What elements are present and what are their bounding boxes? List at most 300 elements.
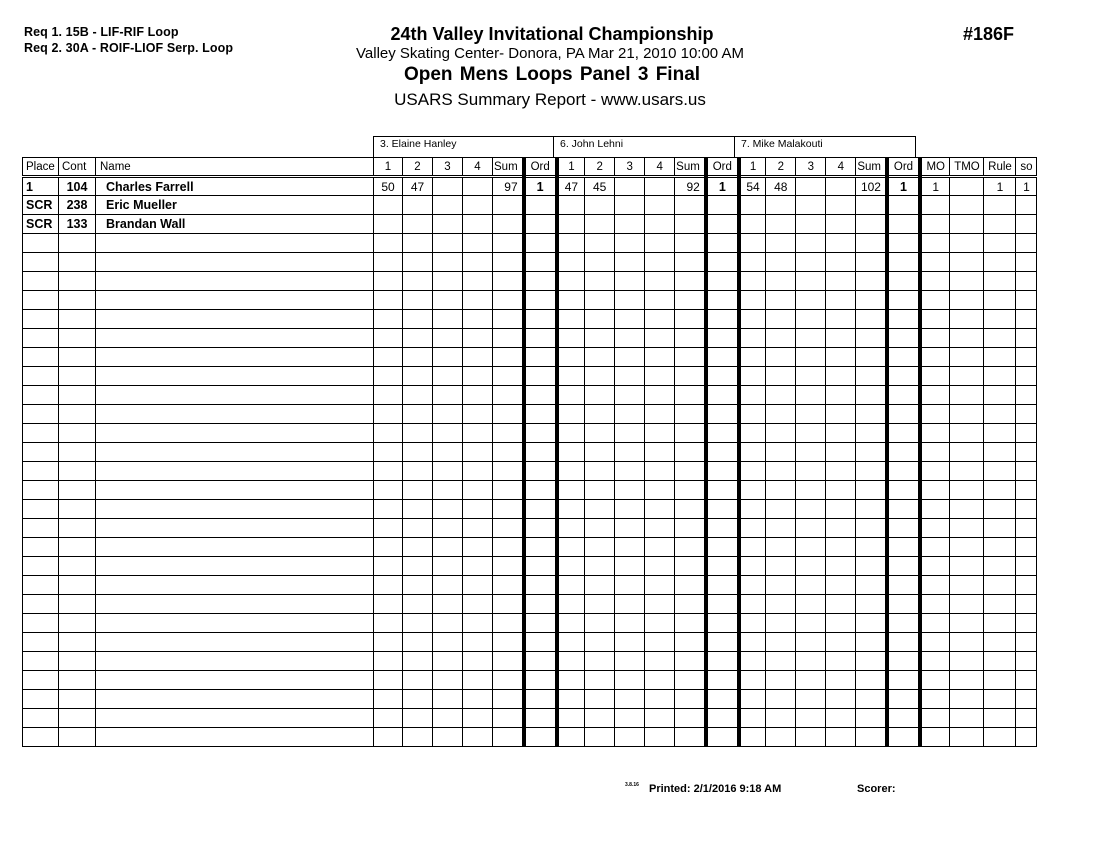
judge2-score-1-cell bbox=[557, 386, 585, 405]
judge2-score-3-cell bbox=[615, 386, 645, 405]
judge3-score-1-cell bbox=[739, 291, 766, 310]
judge2-score-4-cell bbox=[645, 424, 675, 443]
judge2-score-3-cell bbox=[615, 462, 645, 481]
judge2-score-1-cell bbox=[557, 272, 585, 291]
judge3-score-4-cell bbox=[826, 196, 856, 215]
judge2-score-1-cell bbox=[557, 253, 585, 272]
judge3-score-2-cell bbox=[766, 728, 796, 747]
judge1-score-2-cell bbox=[403, 215, 433, 234]
judge2-ord-cell bbox=[706, 481, 739, 500]
judge3-score-1-cell bbox=[739, 443, 766, 462]
so-cell bbox=[1016, 538, 1037, 557]
so-cell bbox=[1016, 500, 1037, 519]
judge3-sum-cell bbox=[856, 196, 887, 215]
mo-cell bbox=[920, 348, 950, 367]
judge3-sum-cell bbox=[856, 595, 887, 614]
judge3-score-3-cell bbox=[796, 557, 826, 576]
judge3-sum-cell bbox=[856, 348, 887, 367]
judge3-score-1-cell bbox=[739, 500, 766, 519]
judge1-ord-cell bbox=[524, 538, 557, 557]
judge3-score-4-cell bbox=[826, 576, 856, 595]
judge2-score-4-cell bbox=[645, 367, 675, 386]
judge2-ord-cell bbox=[706, 405, 739, 424]
judge3-sum-cell bbox=[856, 386, 887, 405]
judge3-sum-cell bbox=[856, 519, 887, 538]
tmo-cell bbox=[950, 709, 984, 728]
so-cell bbox=[1016, 424, 1037, 443]
judge2-sum-cell bbox=[675, 367, 706, 386]
judge2-score-4-cell bbox=[645, 405, 675, 424]
rule-cell bbox=[984, 519, 1016, 538]
judge1-sum-cell bbox=[493, 595, 524, 614]
judge1-score-2-cell bbox=[403, 671, 433, 690]
judge1-score-3-cell bbox=[433, 557, 463, 576]
tmo-cell bbox=[950, 291, 984, 310]
judge1-score-1-cell bbox=[374, 196, 403, 215]
rule-cell bbox=[984, 633, 1016, 652]
table-row bbox=[23, 424, 1037, 443]
judge1-score-4-cell bbox=[463, 310, 493, 329]
judge3-score-2-cell bbox=[766, 291, 796, 310]
judge3-score-3-cell bbox=[796, 272, 826, 291]
judge2-score-1-cell bbox=[557, 424, 585, 443]
judge3-score-1-cell bbox=[739, 405, 766, 424]
judge3-score-1-cell bbox=[739, 272, 766, 291]
col-header-place: Place bbox=[23, 158, 59, 177]
rule-cell bbox=[984, 310, 1016, 329]
judge1-score-1-cell bbox=[374, 481, 403, 500]
judge1-score-1-cell bbox=[374, 595, 403, 614]
judge1-sum-cell bbox=[493, 367, 524, 386]
so-cell bbox=[1016, 671, 1037, 690]
judge2-score-1-cell bbox=[557, 348, 585, 367]
tmo-cell bbox=[950, 348, 984, 367]
col-header-j3-1: 1 bbox=[739, 158, 766, 177]
judge2-score-3-cell bbox=[615, 538, 645, 557]
judge1-score-4-cell bbox=[463, 196, 493, 215]
judge1-score-4-cell bbox=[463, 690, 493, 709]
mo-cell bbox=[920, 576, 950, 595]
tmo-cell bbox=[950, 196, 984, 215]
judge2-sum-cell bbox=[675, 728, 706, 747]
tmo-cell bbox=[950, 500, 984, 519]
judge3-ord-cell bbox=[887, 462, 920, 481]
judge1-score-4-cell bbox=[463, 595, 493, 614]
judge2-score-3-cell bbox=[615, 557, 645, 576]
judge2-score-2-cell bbox=[585, 633, 615, 652]
judge1-score-2-cell bbox=[403, 253, 433, 272]
judge2-ord-cell bbox=[706, 652, 739, 671]
name-cell bbox=[96, 633, 374, 652]
name-cell bbox=[96, 367, 374, 386]
judge1-score-2-cell bbox=[403, 367, 433, 386]
rule-cell bbox=[984, 557, 1016, 576]
judge2-score-1-cell bbox=[557, 652, 585, 671]
tmo-cell bbox=[950, 576, 984, 595]
judge2-ord-cell bbox=[706, 215, 739, 234]
rule-cell bbox=[984, 234, 1016, 253]
judge3-ord-cell bbox=[887, 348, 920, 367]
judge1-score-4-cell bbox=[463, 652, 493, 671]
place-cell bbox=[23, 386, 59, 405]
judge3-score-2-cell bbox=[766, 709, 796, 728]
judge1-ord-cell bbox=[524, 234, 557, 253]
rule-cell bbox=[984, 538, 1016, 557]
judge2-score-1-cell bbox=[557, 576, 585, 595]
judge3-score-4-cell bbox=[826, 557, 856, 576]
judge1-ord-cell bbox=[524, 652, 557, 671]
judge3-score-1-cell bbox=[739, 215, 766, 234]
rule-cell bbox=[984, 595, 1016, 614]
judge1-ord-cell bbox=[524, 291, 557, 310]
judge2-sum-cell bbox=[675, 310, 706, 329]
col-header-j3-3: 3 bbox=[796, 158, 826, 177]
judge1-score-3-cell bbox=[433, 234, 463, 253]
place-cell bbox=[23, 690, 59, 709]
mo-cell bbox=[920, 709, 950, 728]
judge2-score-3-cell bbox=[615, 329, 645, 348]
place-cell bbox=[23, 709, 59, 728]
mo-cell bbox=[920, 386, 950, 405]
judge2-score-3-cell bbox=[615, 500, 645, 519]
judge2-ord-cell bbox=[706, 196, 739, 215]
judge3-score-4-cell bbox=[826, 310, 856, 329]
judge1-score-1-cell bbox=[374, 576, 403, 595]
judge1-score-3-cell bbox=[433, 196, 463, 215]
judge2-ord-cell bbox=[706, 633, 739, 652]
name-cell bbox=[96, 557, 374, 576]
table-row bbox=[23, 386, 1037, 405]
so-cell bbox=[1016, 386, 1037, 405]
judge3-ord-cell bbox=[887, 367, 920, 386]
judge1-sum-cell bbox=[493, 614, 524, 633]
judge-header-1: 3. Elaine Hanley bbox=[373, 136, 554, 157]
tmo-cell bbox=[950, 538, 984, 557]
col-header-j1-2: 2 bbox=[403, 158, 433, 177]
judge3-score-1-cell bbox=[739, 424, 766, 443]
printed-timestamp: Printed: 2/1/2016 9:18 AM bbox=[649, 783, 782, 795]
tmo-cell bbox=[950, 671, 984, 690]
judge2-score-4-cell bbox=[645, 291, 675, 310]
scorer-label: Scorer: bbox=[857, 783, 896, 795]
so-cell bbox=[1016, 443, 1037, 462]
judge1-ord-cell bbox=[524, 481, 557, 500]
judge3-score-1-cell: 54 bbox=[739, 177, 766, 196]
judge2-ord-cell bbox=[706, 519, 739, 538]
judge1-score-3-cell bbox=[433, 633, 463, 652]
judge3-score-4-cell bbox=[826, 291, 856, 310]
judge2-sum-cell bbox=[675, 576, 706, 595]
judge3-score-4-cell bbox=[826, 633, 856, 652]
judge3-score-4-cell bbox=[826, 500, 856, 519]
place-cell: 1 bbox=[23, 177, 59, 196]
judge3-score-4-cell bbox=[826, 405, 856, 424]
rule-cell bbox=[984, 253, 1016, 272]
tmo-cell bbox=[950, 690, 984, 709]
judge2-sum-cell bbox=[675, 215, 706, 234]
judge2-ord-cell bbox=[706, 272, 739, 291]
judge3-sum-cell bbox=[856, 215, 887, 234]
judge2-score-4-cell bbox=[645, 215, 675, 234]
col-header-name: Name bbox=[96, 158, 374, 177]
judge2-score-1-cell bbox=[557, 329, 585, 348]
judge3-score-2-cell bbox=[766, 481, 796, 500]
judge1-score-2-cell bbox=[403, 557, 433, 576]
mo-cell bbox=[920, 291, 950, 310]
judge1-score-4-cell bbox=[463, 576, 493, 595]
judge2-sum-cell bbox=[675, 481, 706, 500]
judge3-score-3-cell bbox=[796, 633, 826, 652]
judge3-ord-cell bbox=[887, 728, 920, 747]
judge2-score-4-cell bbox=[645, 538, 675, 557]
mo-cell bbox=[920, 367, 950, 386]
judge2-score-2-cell bbox=[585, 652, 615, 671]
judge2-score-1-cell bbox=[557, 519, 585, 538]
judge2-score-3-cell bbox=[615, 367, 645, 386]
judge1-score-1-cell bbox=[374, 443, 403, 462]
judge1-score-4-cell bbox=[463, 424, 493, 443]
table-row bbox=[23, 367, 1037, 386]
judge3-score-3-cell bbox=[796, 234, 826, 253]
table-row bbox=[23, 671, 1037, 690]
judge2-score-4-cell bbox=[645, 519, 675, 538]
judge1-score-4-cell bbox=[463, 234, 493, 253]
tmo-cell bbox=[950, 405, 984, 424]
judge2-score-3-cell bbox=[615, 652, 645, 671]
cont-cell bbox=[59, 253, 96, 272]
judge1-ord-cell bbox=[524, 329, 557, 348]
place-cell bbox=[23, 633, 59, 652]
judge1-sum-cell bbox=[493, 329, 524, 348]
place-cell: SCR bbox=[23, 215, 59, 234]
judge1-sum-cell bbox=[493, 310, 524, 329]
judge1-score-2-cell bbox=[403, 462, 433, 481]
judge2-score-2-cell bbox=[585, 405, 615, 424]
judge1-ord-cell bbox=[524, 348, 557, 367]
judge3-ord-cell bbox=[887, 538, 920, 557]
tmo-cell bbox=[950, 633, 984, 652]
judge1-ord-cell bbox=[524, 633, 557, 652]
judge2-score-1-cell bbox=[557, 367, 585, 386]
judge1-score-2-cell bbox=[403, 310, 433, 329]
judge2-sum-cell bbox=[675, 405, 706, 424]
judge2-score-4-cell bbox=[645, 234, 675, 253]
judge1-score-2-cell bbox=[403, 633, 433, 652]
judge1-score-3-cell bbox=[433, 367, 463, 386]
so-cell bbox=[1016, 652, 1037, 671]
judge1-sum-cell bbox=[493, 405, 524, 424]
judge3-ord-cell bbox=[887, 576, 920, 595]
so-cell bbox=[1016, 215, 1037, 234]
so-cell: 1 bbox=[1016, 177, 1037, 196]
judge3-score-1-cell bbox=[739, 481, 766, 500]
judge2-score-4-cell bbox=[645, 329, 675, 348]
judge3-score-3-cell bbox=[796, 215, 826, 234]
judge1-score-2-cell bbox=[403, 652, 433, 671]
mo-cell bbox=[920, 519, 950, 538]
tmo-cell bbox=[950, 652, 984, 671]
rule-cell bbox=[984, 348, 1016, 367]
name-cell bbox=[96, 538, 374, 557]
judge3-score-1-cell bbox=[739, 576, 766, 595]
judge1-score-1-cell bbox=[374, 614, 403, 633]
judge2-ord-cell bbox=[706, 443, 739, 462]
judge2-score-3-cell bbox=[615, 348, 645, 367]
judge1-sum-cell bbox=[493, 272, 524, 291]
tmo-cell bbox=[950, 614, 984, 633]
judge2-score-2-cell bbox=[585, 690, 615, 709]
judge2-score-1-cell bbox=[557, 481, 585, 500]
judge3-sum-cell bbox=[856, 728, 887, 747]
cont-cell bbox=[59, 443, 96, 462]
judge1-score-4-cell bbox=[463, 519, 493, 538]
judge1-sum-cell: 97 bbox=[493, 177, 524, 196]
judge1-ord-cell bbox=[524, 196, 557, 215]
judge1-score-1-cell bbox=[374, 367, 403, 386]
judge1-sum-cell bbox=[493, 500, 524, 519]
judge2-score-1-cell bbox=[557, 538, 585, 557]
judge1-ord-cell bbox=[524, 500, 557, 519]
place-cell bbox=[23, 538, 59, 557]
judge2-ord-cell bbox=[706, 538, 739, 557]
judge1-score-3-cell bbox=[433, 272, 463, 291]
judge2-sum-cell bbox=[675, 196, 706, 215]
table-row bbox=[23, 272, 1037, 291]
judge2-sum-cell bbox=[675, 234, 706, 253]
judge1-sum-cell bbox=[493, 253, 524, 272]
judge3-sum-cell bbox=[856, 614, 887, 633]
judge2-score-3-cell bbox=[615, 633, 645, 652]
cont-cell bbox=[59, 595, 96, 614]
judge1-ord-cell bbox=[524, 443, 557, 462]
judge2-score-2-cell bbox=[585, 367, 615, 386]
judge2-sum-cell bbox=[675, 386, 706, 405]
judge3-score-2-cell bbox=[766, 272, 796, 291]
mo-cell bbox=[920, 690, 950, 709]
rule-cell bbox=[984, 690, 1016, 709]
judge3-score-4-cell bbox=[826, 519, 856, 538]
judge1-score-3-cell bbox=[433, 671, 463, 690]
judge1-score-3-cell bbox=[433, 462, 463, 481]
judge1-ord-cell bbox=[524, 253, 557, 272]
judge1-score-4-cell bbox=[463, 709, 493, 728]
cont-cell: 238 bbox=[59, 196, 96, 215]
mo-cell bbox=[920, 405, 950, 424]
judge1-ord-cell bbox=[524, 215, 557, 234]
judge1-score-1-cell bbox=[374, 234, 403, 253]
judge1-score-1-cell bbox=[374, 253, 403, 272]
judge3-score-3-cell bbox=[796, 481, 826, 500]
judge3-score-2-cell bbox=[766, 462, 796, 481]
col-header-j3-2: 2 bbox=[766, 158, 796, 177]
table-row bbox=[23, 557, 1037, 576]
rule-cell bbox=[984, 576, 1016, 595]
cont-cell bbox=[59, 291, 96, 310]
judge3-score-2-cell bbox=[766, 538, 796, 557]
name-cell bbox=[96, 595, 374, 614]
table-row bbox=[23, 690, 1037, 709]
name-cell bbox=[96, 386, 374, 405]
judge1-ord-cell bbox=[524, 728, 557, 747]
judge1-score-3-cell bbox=[433, 291, 463, 310]
name-cell bbox=[96, 709, 374, 728]
judge1-score-4-cell bbox=[463, 728, 493, 747]
judge3-score-4-cell bbox=[826, 348, 856, 367]
judge1-score-2-cell bbox=[403, 234, 433, 253]
judge3-sum-cell bbox=[856, 576, 887, 595]
judge1-ord-cell bbox=[524, 614, 557, 633]
judge3-score-2-cell bbox=[766, 310, 796, 329]
judge3-ord-cell bbox=[887, 633, 920, 652]
judge1-sum-cell bbox=[493, 291, 524, 310]
judge1-score-3-cell bbox=[433, 709, 463, 728]
judge3-ord-cell bbox=[887, 595, 920, 614]
judge3-ord-cell bbox=[887, 329, 920, 348]
col-header-tmo: TMO bbox=[950, 158, 984, 177]
judge1-ord-cell bbox=[524, 557, 557, 576]
judge3-score-1-cell bbox=[739, 652, 766, 671]
so-cell bbox=[1016, 614, 1037, 633]
judge2-score-3-cell bbox=[615, 424, 645, 443]
judge2-score-2-cell bbox=[585, 614, 615, 633]
judge3-score-1-cell bbox=[739, 348, 766, 367]
judge2-score-2-cell: 45 bbox=[585, 177, 615, 196]
judge2-ord-cell bbox=[706, 253, 739, 272]
so-cell bbox=[1016, 519, 1037, 538]
judge2-sum-cell bbox=[675, 291, 706, 310]
judge2-score-1-cell bbox=[557, 500, 585, 519]
judge2-score-4-cell bbox=[645, 481, 675, 500]
judge2-sum-cell bbox=[675, 690, 706, 709]
judge1-score-4-cell bbox=[463, 500, 493, 519]
name-cell bbox=[96, 253, 374, 272]
judge2-sum-cell bbox=[675, 595, 706, 614]
judge2-ord-cell bbox=[706, 234, 739, 253]
judge3-score-3-cell bbox=[796, 348, 826, 367]
judge1-score-3-cell bbox=[433, 177, 463, 196]
judge1-score-3-cell bbox=[433, 538, 463, 557]
judge3-score-2-cell bbox=[766, 367, 796, 386]
judge1-score-1-cell bbox=[374, 557, 403, 576]
place-cell bbox=[23, 234, 59, 253]
judge1-score-3-cell bbox=[433, 405, 463, 424]
judge3-score-1-cell bbox=[739, 614, 766, 633]
judge2-score-1-cell bbox=[557, 728, 585, 747]
judge2-ord-cell bbox=[706, 367, 739, 386]
judge3-score-1-cell bbox=[739, 329, 766, 348]
judge3-score-4-cell bbox=[826, 386, 856, 405]
col-header-j3-4: 4 bbox=[826, 158, 856, 177]
judge1-score-1-cell bbox=[374, 291, 403, 310]
so-cell bbox=[1016, 348, 1037, 367]
col-header-j2-3: 3 bbox=[615, 158, 645, 177]
judge3-sum-cell: 102 bbox=[856, 177, 887, 196]
so-cell bbox=[1016, 481, 1037, 500]
judge1-sum-cell bbox=[493, 633, 524, 652]
mo-cell bbox=[920, 633, 950, 652]
cont-cell bbox=[59, 272, 96, 291]
judge1-score-2-cell bbox=[403, 690, 433, 709]
judge2-sum-cell: 92 bbox=[675, 177, 706, 196]
judge2-score-4-cell bbox=[645, 310, 675, 329]
judge2-sum-cell bbox=[675, 557, 706, 576]
judge1-sum-cell bbox=[493, 538, 524, 557]
judge1-score-3-cell bbox=[433, 424, 463, 443]
judge1-score-4-cell bbox=[463, 538, 493, 557]
judge2-score-1-cell bbox=[557, 196, 585, 215]
name-cell bbox=[96, 405, 374, 424]
judge1-score-4-cell bbox=[463, 481, 493, 500]
